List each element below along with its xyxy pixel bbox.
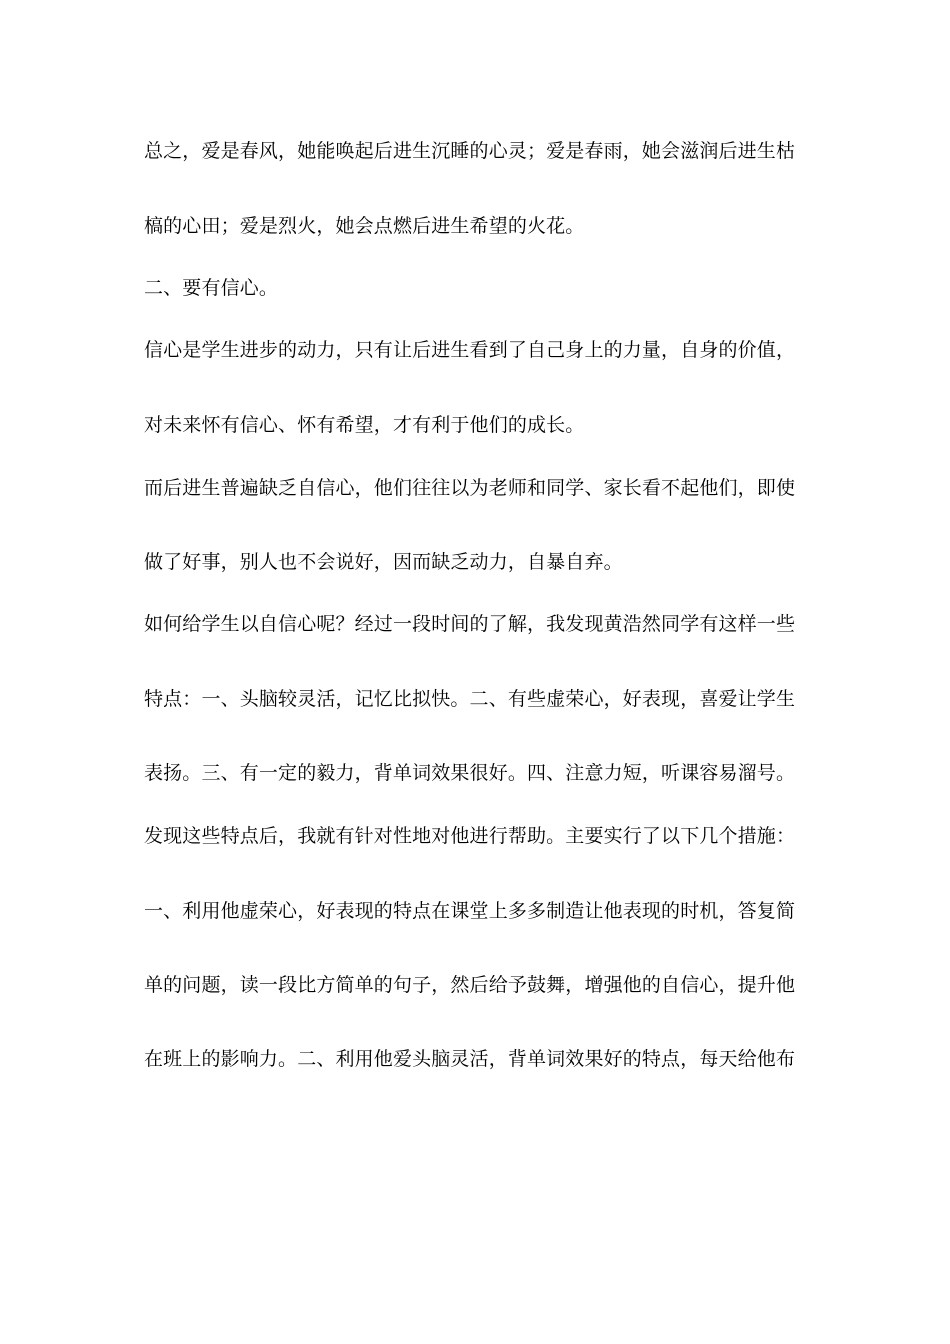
paragraph-line: 特点：一、头脑较灵活，记忆比拟快。二、有些虚荣心，好表现，喜爱让学生 [144, 688, 796, 710]
section-heading: 二、要有信心。 [144, 277, 279, 299]
paragraph-line: 而后进生普遍缺乏自信心，他们往往以为老师和同学、家长看不起他们，即使 [144, 477, 796, 499]
paragraph-line: 对未来怀有信心、怀有希望，才有利于他们的成长。 [144, 414, 585, 436]
paragraph-line: 如何给学生以自信心呢？经过一段时间的了解，我发现黄浩然同学有这样一些 [144, 613, 796, 635]
paragraph-line: 槁的心田；爱是烈火，她会点燃后进生希望的火花。 [144, 215, 585, 237]
paragraph-line: 信心是学生进步的动力，只有让后进生看到了自己身上的力量，自身的价值， [144, 339, 796, 361]
paragraph-line: 一、利用他虚荣心，好表现的特点在课堂上多多制造让他表现的时机，答复简 [144, 900, 796, 922]
paragraph-line: 在班上的影响力。二、利用他爱头脑灵活，背单词效果好的特点，每天给他布 [144, 1048, 796, 1070]
paragraph-line: 表扬。三、有一定的毅力，背单词效果很好。四、注意力短，听课容易溜号。 [144, 762, 796, 784]
paragraph-line: 发现这些特点后，我就有针对性地对他进行帮助。主要实行了以下几个措施： [144, 825, 796, 847]
paragraph-line: 总之，爱是春风，她能唤起后进生沉睡的心灵；爱是春雨，她会滋润后进生枯 [144, 140, 796, 162]
paragraph-line: 做了好事，别人也不会说好，因而缺乏动力，自暴自弃。 [144, 551, 623, 573]
paragraph-line: 单的问题，读一段比方简单的句子，然后给予鼓舞，增强他的自信心，提升他 [144, 974, 796, 996]
